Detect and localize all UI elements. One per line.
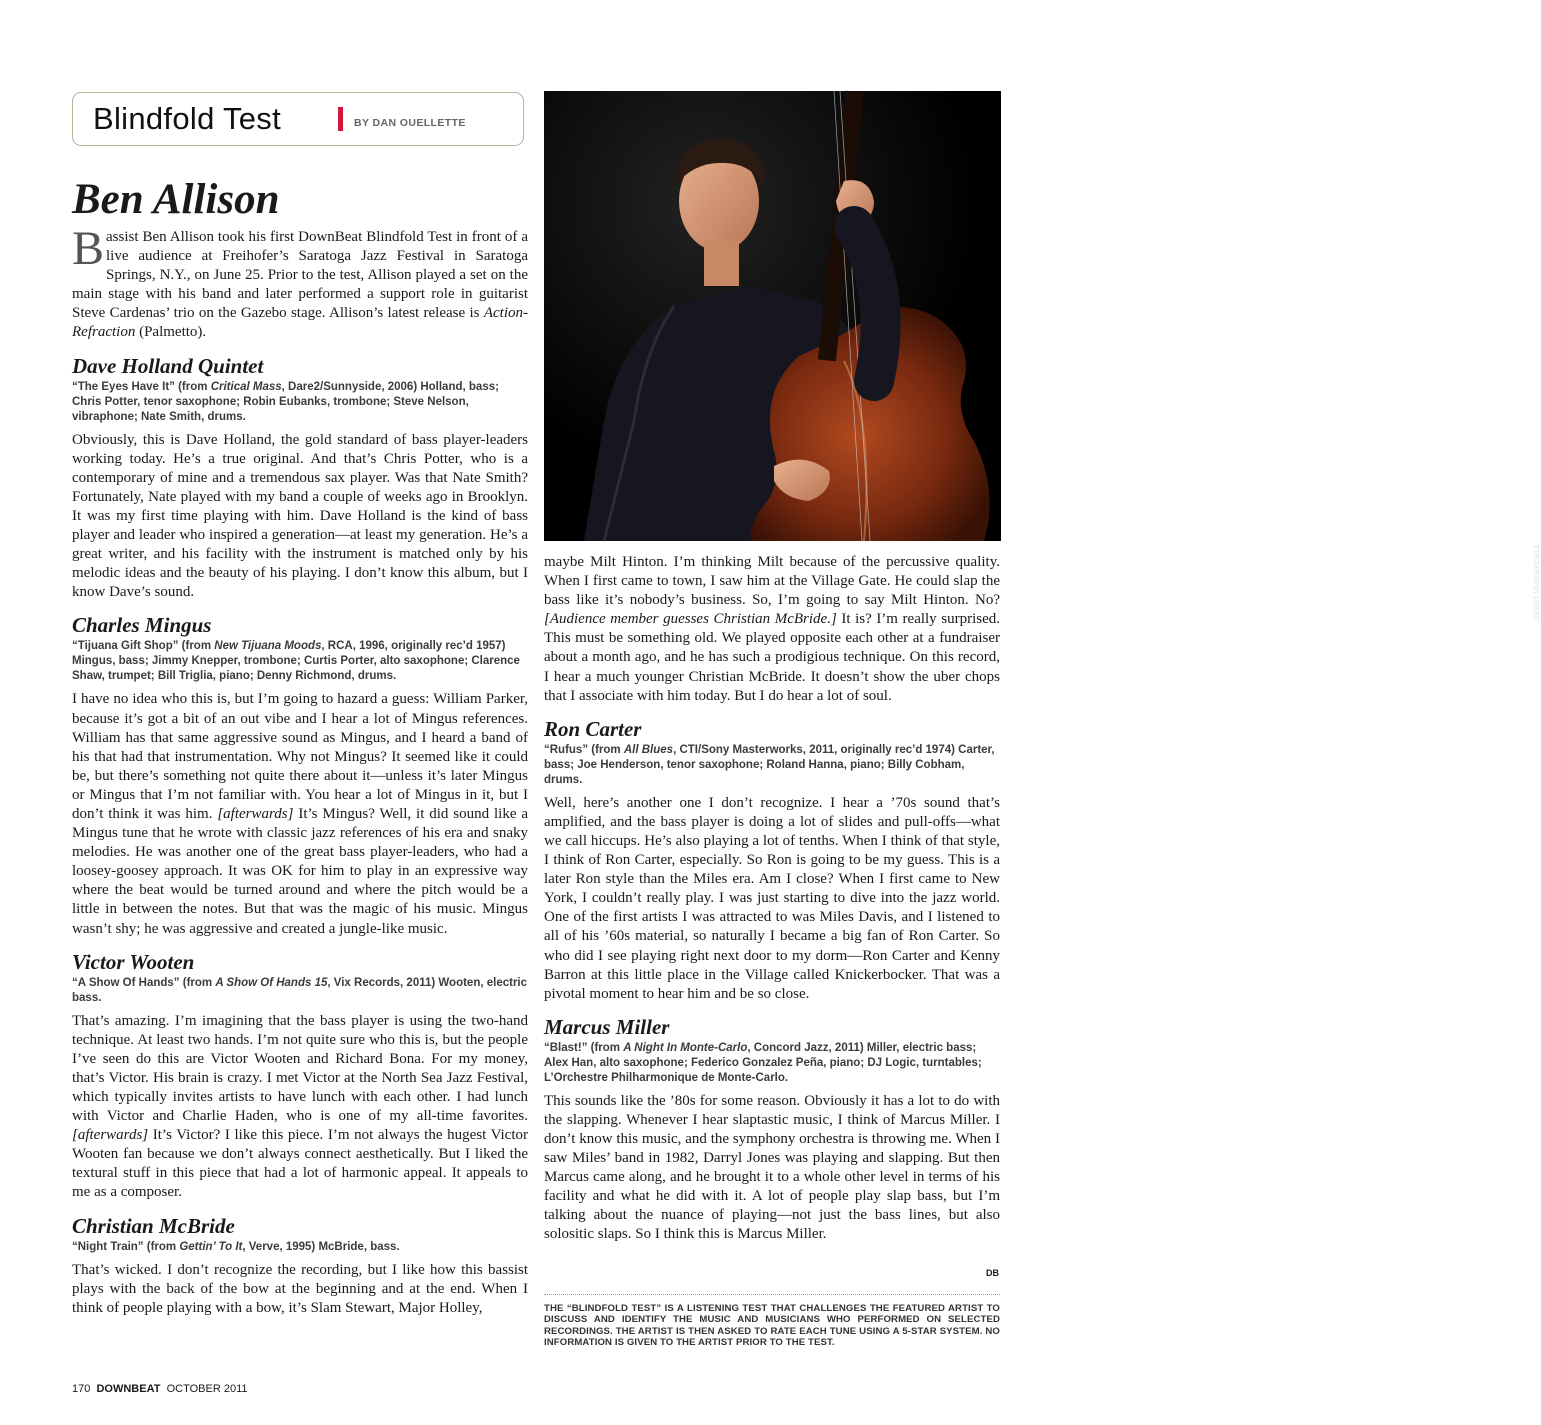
credit-text: “Tijuana Gift Shop” (from (72, 640, 215, 653)
drop-cap: B (72, 222, 105, 275)
intro-paragraph (72, 222, 528, 343)
credit-text: “Blast!” (from (544, 1041, 624, 1054)
section-body-continued (544, 553, 1000, 706)
body-text: That’s amazing. I’m imagining that the bass player is using the two-hand technique. At least two hands. I’m not quite sure who this is, but the people I’ve seen do this are Victor Wooten and Richard Bona. For my money, that’s Victor. His brain is crazy. I met Victor at the North Sea Jazz Festival, which typically invites artists to have lunch with each other. I had lunch with Victor and Charlie Haden, who is one of my all-time favorites. (72, 1012, 528, 1125)
credit-album: Gettin’ To It (179, 1240, 243, 1253)
section-heading: Charles Mingus (72, 613, 212, 638)
article-title: Ben Allison (72, 176, 280, 223)
track-credits (72, 639, 528, 684)
page-number: 170 (72, 1383, 91, 1395)
track-credits (544, 1041, 1000, 1086)
issue-date: OCTOBER 2011 (166, 1383, 248, 1395)
byline: BY DAN OUELLETTE (354, 117, 466, 129)
body-text: maybe Milt Hinton. I’m thinking Milt because of the percussive quality. When I first came to town, I saw him at the Village Gate. He could slap the bass like it’s nobody’s business. So, I’m going to say Milt Hinton. No? (544, 554, 1000, 609)
musician-with-bass-illustration (544, 91, 1001, 541)
end-mark: DB (986, 1268, 999, 1278)
photo-credit: GEERT VANDEPOELE (1534, 543, 1541, 621)
credit-album: All Blues (623, 743, 674, 756)
title-divider-bar (338, 107, 343, 131)
left-column (72, 222, 528, 1318)
section-heading: Marcus Miller (544, 1014, 670, 1039)
track-credits (72, 380, 528, 425)
body-text: I have no idea who this is, but I’m going to hazard a guess: William Parker, because it’s got a bit of an out vibe and I hear a lot of Mingus references. William has that same aggressive sound as Mingus, and I heard a band of his that had that instrumentation. Why not Mingus? It seemed like it could be, but there’s something not quite there about it—unless it’s later Mingus or Mingus that I’m not familiar with. You hear a lot of Mingus in it, but I don’t think it was him. (72, 691, 528, 822)
intro-album: Action-Refraction (72, 305, 528, 341)
credit-album: New Tijuana Moods (214, 640, 322, 653)
section-body (72, 690, 528, 938)
section-heading: Dave Holland Quintet (72, 353, 264, 378)
section-header (72, 92, 524, 146)
credit-text: , RCA, 1996, originally rec’d 1957) Mingus, bass; Jimmy Knepper, trombone; Curtis Porter, alto saxophone; Clarence Shaw, trumpet; Bill Triglia, piano; Denny Richmond, drums. (72, 640, 520, 683)
section-body: Obviously, this is Dave Holland, the gold standard of bass player-leaders working today. He’s a true original. And that’s Chris Potter, who is a contemporary of mine and a tremendous sax player. Was that Nate Smith? Fortunately, Nate played with my band a couple of weeks ago in Brooklyn. It was my first time playing with him. Dave Holland is the kind of bass player and leader who inspired a generation—at least my generation. He’s a great writer, and his facility with the instrument is matched only by his melodic ideas and the beauty of his playing. I don’t know this album, but I know Dave’s sound. (72, 431, 528, 601)
credit-album: A Night In Monte-Carlo (623, 1041, 748, 1054)
body-text: It’s Mingus? Well, it did sound like a Mingus tune that he wrote with classic jazz references of his era and snaky melodies. He was another one of the great bass player-leaders, who had a loosey-goosey approach. It was OK for him to play in an expressive way where the beat would be turned around and where the pitch would be a little in between the notes. But that was the magic of his music. Mingus wasn’t shy; he was aggressive and created a jungle-like music. (72, 805, 528, 937)
track-credits (72, 976, 528, 1006)
credit-text: , Dare2/Sunnyside, 2006) Holland, bass; Chris Potter, tenor saxophone; Robin Eubanks, trombone; Steve Nelson, vibraphone; Nate Smith, drums. (72, 380, 499, 423)
section-body: Well, here’s another one I don’t recognize. I hear a ’70s sound that’s amplified, and the bass player is doing a lot of slides and pull-offs—what we call hiccups. He’s also playing a lot of tenths. When I think of that style, I think of Ron Carter, especially. So Ron is going to be my guess. This is a later Ron style than the Miles era. Am I close? When I first came to New York, I couldn’t really play. I was just starting to dive into the jazz world. One of the first artists I was attracted to was Miles Davis, and I listened to all of his ’60s material, so naturally I became a big fan of Ron Carter. So who did I see playing right next door to my dorm—Ron Carter and Kenny Barron at this little place in the Village called Knickerbocker. That was a pivotal moment to hear him and be so close. (544, 794, 1000, 1002)
credit-text: , Concord Jazz, 2011) Miller, electric bass; Alex Han, alto saxophone; Federico Gonzalez Peña, piano; DJ Logic, turntables; L’Orchestre Philharmonique de Monte-Carlo. (544, 1041, 982, 1084)
credit-text: , Verve, 1995) McBride, bass. (242, 1240, 400, 1253)
credit-album: Critical Mass (210, 380, 282, 393)
body-text: It’s Victor? I like this piece. I’m not always the hugest Victor Wooten fan because we don’t always connect aesthetically. But I liked the textural stuff in this piece that had a lot of harmonic appeal. It appeals to me as a composer. (72, 1127, 528, 1201)
section-heading: Christian McBride (72, 1213, 235, 1238)
intro-text: assist Ben Allison took his first DownBeat Blindfold Test in front of a live audience at Freihofer’s Saratoga Jazz Festival in Saratoga Springs, N.Y., on June 25. Prior to the test, Allison played a set on the main stage with his band and later performed a support role in guitarist Steve Cardenas’ trio on the Gazebo stage. Allison’s latest release is (72, 229, 528, 322)
track-credits (544, 743, 1000, 788)
editor-note: [afterwards] (217, 805, 294, 822)
right-column (544, 553, 1000, 1245)
section-body (72, 1012, 528, 1203)
credit-text: “Night Train” (from (72, 1240, 180, 1253)
credit-album: A Show Of Hands 15 (215, 976, 328, 989)
credit-text: , CTI/Sony Masterworks, 2011, originally rec’d 1974) Carter, bass; Joe Henderson, tenor saxophone; Roland Hanna, piano; Billy Cobham, drums. (544, 743, 995, 786)
credit-text: “A Show Of Hands” (from (72, 976, 216, 989)
footnote-divider (544, 1294, 1000, 1295)
body-text: It is? I’m really surprised. This must be something old. We played opposite each other at a fundraiser about a month ago, and he has such a prodigious technique. On this record, I hear a much younger Christian McBride. It doesn’t show the uber chops that I associate with him today. But I do hear a lot of soul. (544, 611, 1000, 704)
folio (72, 1383, 247, 1395)
editor-note: [afterwards] (72, 1127, 149, 1144)
section-body: That’s wicked. I don’t recognize the recording, but I like how this bassist plays with the back of the bow at the beginning and at the end. When I think of people playing with a bow, it’s Slam Stewart, Major Holley, (72, 1261, 528, 1316)
track-credits (72, 1240, 528, 1255)
credit-text: , Vix Records, 2011) Wooten, electric bass. (72, 976, 528, 1004)
section-heading: Victor Wooten (72, 949, 195, 974)
section-title: Blindfold Test (93, 101, 282, 136)
footnote: THE “BLINDFOLD TEST” IS A LISTENING TEST THAT CHALLENGES THE FEATURED ARTIST TO DISCUSS AND IDENTIFY THE MUSIC AND MUSICIANS WHO PERFORMED ON SELECTED RECORDINGS. THE ARTIST IS THEN ASKED TO RATE EACH TUNE USING A 5-STAR SYSTEM. NO INFORMATION IS GIVEN TO THE ARTIST PRIOR TO THE TEST. (544, 1303, 1000, 1348)
credit-text: “Rufus” (from (544, 743, 624, 756)
section-heading: Ron Carter (544, 716, 642, 741)
credit-text: “The Eyes Have It” (from (72, 380, 211, 393)
intro-text-end: (Palmetto). (135, 324, 207, 341)
magazine-name: DOWNBEAT (96, 1383, 161, 1395)
editor-note: [Audience member guesses Christian McBride.] (544, 611, 837, 628)
section-body: This sounds like the ’80s for some reason. Obviously it has a lot to do with the slapping. Whenever I hear slaptastic music, I think of Marcus Miller. I don’t know this music, and the symphony orchestra is throwing me. When I saw Miles’ band in 1982, Darryl Jones was playing and slapping. But then Marcus came along, and he brought it to a whole other level in terms of his facility and what he did with it. A lot of people play slap bass, but I’m talking about the nuance of playing—not just the bass lines, but also solositic slaps. So I think this is Marcus Miller. (544, 1092, 1000, 1243)
